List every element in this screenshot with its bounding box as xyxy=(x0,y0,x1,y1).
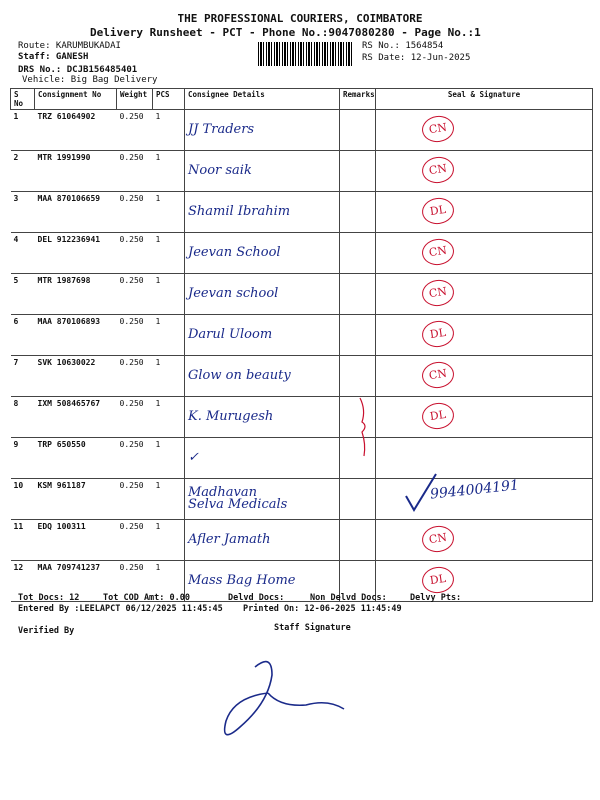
row-remarks xyxy=(340,356,376,397)
row-consignee xyxy=(185,479,340,520)
total-cod-amount: Tot COD Amt: 0.00 xyxy=(103,593,190,603)
company-title: THE PROFESSIONAL COURIERS, COIMBATORE xyxy=(177,12,423,25)
seal-stamp: DL xyxy=(420,401,455,431)
row-consignment-no: EDQ 100311 xyxy=(35,520,117,561)
entered-by: Entered By :LEELAPCT 06/12/2025 11:45:45 xyxy=(18,604,223,614)
runsheet-subtitle: Delivery Runsheet - PCT - Phone No.:9047080280 - Page No.:1 xyxy=(90,26,481,39)
table-row xyxy=(11,520,593,561)
row-sno: 12 xyxy=(11,561,35,602)
row-remarks xyxy=(340,520,376,561)
seal-stamp: CN xyxy=(420,237,455,267)
total-docs: Tot Docs: 12 xyxy=(18,593,80,603)
barcode xyxy=(258,42,354,66)
col-header-sno: S No xyxy=(11,89,35,110)
col-header-pcs: PCS xyxy=(153,89,185,110)
row-pcs: 1 xyxy=(153,192,185,233)
verified-by-label: Verified By xyxy=(18,626,75,636)
row-sno: 4 xyxy=(11,233,35,274)
row-weight: 0.250 xyxy=(117,151,153,192)
row-pcs: 1 xyxy=(153,520,185,561)
route-label: Route: KARUMBUKADAI xyxy=(18,41,121,51)
row-weight: 0.250 xyxy=(117,356,153,397)
staff-signature-label: Staff Signature xyxy=(274,623,351,633)
row-consignment-no: DEL 912236941 xyxy=(35,233,117,274)
handwritten-consignee: Jeevan school xyxy=(188,286,279,301)
row-sno: 1 xyxy=(11,110,35,151)
table-row xyxy=(11,233,593,274)
row-weight: 0.250 xyxy=(117,192,153,233)
seal-stamp: DL xyxy=(420,565,455,595)
row-remarks xyxy=(340,151,376,192)
row-consignment-no: IXM 508465767 xyxy=(35,397,117,438)
row-sno: 2 xyxy=(11,151,35,192)
non-delivered-docs: Non Delvd Docs: xyxy=(310,593,387,603)
row-sno: 7 xyxy=(11,356,35,397)
col-header-consignee: Consignee Details xyxy=(185,89,340,110)
rs-date: RS Date: 12-Jun-2025 xyxy=(362,53,471,63)
handwritten-consignee: Madhavan Selva Medicals xyxy=(188,485,288,512)
handwritten-consignee: K. Murugesh xyxy=(188,409,274,424)
table-row xyxy=(11,151,593,192)
row-pcs: 1 xyxy=(153,233,185,274)
handwritten-consignee: ✓ xyxy=(188,450,199,465)
row-sno: 3 xyxy=(11,192,35,233)
row-consignee xyxy=(185,110,340,151)
table-row xyxy=(11,315,593,356)
check-mark-icon xyxy=(400,470,440,514)
row-pcs: 1 xyxy=(153,274,185,315)
row-consignment-no: MAA 709741237 xyxy=(35,561,117,602)
row-seal xyxy=(376,397,593,438)
seal-stamp: DL xyxy=(420,319,455,349)
handwritten-consignee: Jeevan School xyxy=(188,245,281,260)
row-consignee xyxy=(185,356,340,397)
handwritten-phone: 9944004191 xyxy=(429,477,520,503)
seal-stamp: CN xyxy=(420,360,455,390)
handwritten-consignee: Noor saik xyxy=(188,163,252,178)
row-pcs: 1 xyxy=(153,356,185,397)
row-remarks xyxy=(340,233,376,274)
row-consignee xyxy=(185,438,340,479)
row-weight: 0.250 xyxy=(117,274,153,315)
row-sno: 8 xyxy=(11,397,35,438)
row-weight: 0.250 xyxy=(117,233,153,274)
row-sno: 5 xyxy=(11,274,35,315)
handwritten-consignee: Mass Bag Home xyxy=(188,573,296,588)
row-consignee xyxy=(185,397,340,438)
row-seal xyxy=(376,151,593,192)
row-consignee xyxy=(185,274,340,315)
rs-number: RS No.: 1564854 xyxy=(362,41,444,51)
brace-mark-icon xyxy=(356,396,370,458)
delivery-points: Delvy Pts: xyxy=(410,593,462,603)
row-pcs: 1 xyxy=(153,438,185,479)
col-header-seal: Seal & Signature xyxy=(376,89,593,110)
row-pcs: 1 xyxy=(153,479,185,520)
row-weight: 0.250 xyxy=(117,561,153,602)
table-row xyxy=(11,110,593,151)
row-consignment-no: TRZ 61064902 xyxy=(35,110,117,151)
row-consignment-no: TRP 650550 xyxy=(35,438,117,479)
staff-label: Staff: GANESH xyxy=(18,52,89,62)
row-consignee xyxy=(185,192,340,233)
row-pcs: 1 xyxy=(153,110,185,151)
row-pcs: 1 xyxy=(153,151,185,192)
seal-stamp: CN xyxy=(420,278,455,308)
printed-on: Printed On: 12-06-2025 11:45:49 xyxy=(243,604,402,614)
row-consignment-no: MTR 1991990 xyxy=(35,151,117,192)
row-seal xyxy=(376,315,593,356)
row-consignee xyxy=(185,233,340,274)
row-weight: 0.250 xyxy=(117,520,153,561)
row-consignment-no: MAA 870106659 xyxy=(35,192,117,233)
row-consignee xyxy=(185,520,340,561)
row-remarks xyxy=(340,315,376,356)
row-pcs: 1 xyxy=(153,561,185,602)
table-row xyxy=(11,438,593,479)
table-row xyxy=(11,274,593,315)
signature-icon xyxy=(210,655,360,750)
row-sno: 10 xyxy=(11,479,35,520)
row-seal xyxy=(376,561,593,602)
seal-stamp: CN xyxy=(420,114,455,144)
row-remarks xyxy=(340,274,376,315)
row-weight: 0.250 xyxy=(117,479,153,520)
row-pcs: 1 xyxy=(153,397,185,438)
seal-stamp: CN xyxy=(420,155,455,185)
row-consignee xyxy=(185,151,340,192)
row-seal xyxy=(376,192,593,233)
col-header-weight: Weight xyxy=(117,89,153,110)
col-header-consignment: Consignment No xyxy=(35,89,117,110)
table-header-row xyxy=(11,89,593,110)
delivered-docs: Delvd Docs: xyxy=(228,593,285,603)
row-remarks xyxy=(340,479,376,520)
seal-stamp: DL xyxy=(420,196,455,226)
table-row xyxy=(11,561,593,602)
row-seal xyxy=(376,356,593,397)
col-header-remarks: Remarks xyxy=(340,89,376,110)
row-weight: 0.250 xyxy=(117,397,153,438)
row-seal xyxy=(376,520,593,561)
row-sno: 9 xyxy=(11,438,35,479)
row-consignment-no: SVK 10630022 xyxy=(35,356,117,397)
row-consignment-no: MAA 870106893 xyxy=(35,315,117,356)
table-row xyxy=(11,192,593,233)
row-seal xyxy=(376,110,593,151)
runsheet-table xyxy=(10,88,593,602)
row-remarks xyxy=(340,110,376,151)
drs-number: DRS No.: DCJB156485401 xyxy=(18,65,138,75)
table-row xyxy=(11,356,593,397)
handwritten-consignee: Afler Jamath xyxy=(188,532,271,547)
row-sno: 11 xyxy=(11,520,35,561)
handwritten-consignee: JJ Traders xyxy=(188,122,255,137)
row-sno: 6 xyxy=(11,315,35,356)
row-weight: 0.250 xyxy=(117,438,153,479)
row-weight: 0.250 xyxy=(117,315,153,356)
row-pcs: 1 xyxy=(153,315,185,356)
row-consignment-no: KSM 961187 xyxy=(35,479,117,520)
handwritten-consignee: Darul Uloom xyxy=(188,327,273,342)
row-remarks xyxy=(340,192,376,233)
handwritten-consignee: Shamil Ibrahim xyxy=(188,204,291,219)
table-row xyxy=(11,397,593,438)
row-seal xyxy=(376,274,593,315)
vehicle-label: Vehicle: Big Bag Delivery xyxy=(22,75,158,85)
seal-stamp: CN xyxy=(420,524,455,554)
row-consignment-no: MTR 1987698 xyxy=(35,274,117,315)
row-consignee xyxy=(185,315,340,356)
handwritten-consignee: Glow on beauty xyxy=(188,368,291,383)
row-weight: 0.250 xyxy=(117,110,153,151)
row-seal xyxy=(376,233,593,274)
